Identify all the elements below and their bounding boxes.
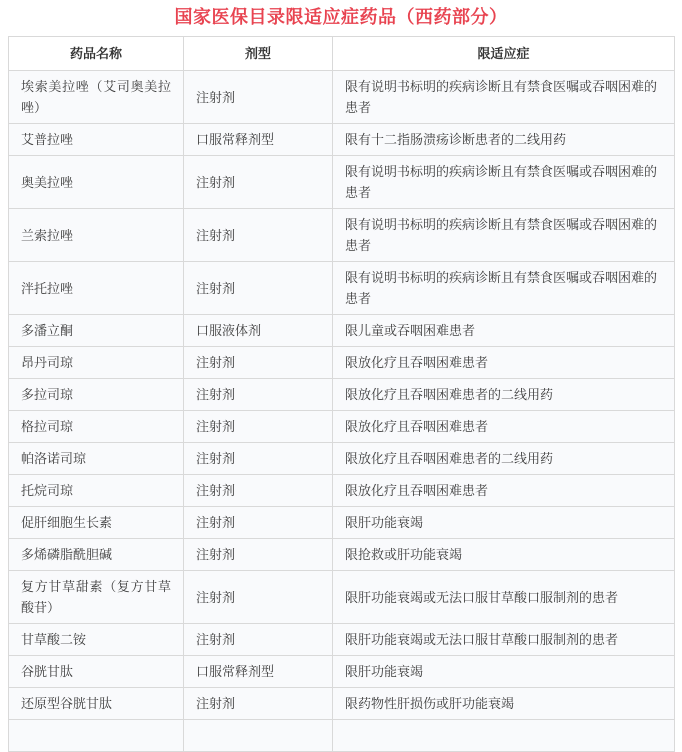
- indication-cell: 限有说明书标明的疾病诊断且有禁食医嘱或吞咽困难的患者: [333, 209, 675, 262]
- table-row: [9, 156, 675, 209]
- indication-cell: 限肝功能衰竭或无法口服甘草酸口服制剂的患者: [333, 571, 675, 624]
- table-row: [9, 688, 675, 720]
- drug-name-cell: 托烷司琼: [9, 475, 184, 507]
- table-body: [9, 71, 675, 752]
- table-row: [9, 656, 675, 688]
- dosage-form-cell: 注射剂: [184, 624, 333, 656]
- dosage-form-cell: 注射剂: [184, 688, 333, 720]
- dosage-form-cell: 注射剂: [184, 71, 333, 124]
- indication-cell: 限放化疗且吞咽困难患者: [333, 475, 675, 507]
- dosage-form-cell: 注射剂: [184, 411, 333, 443]
- drug-name-cell: 艾普拉唑: [9, 124, 184, 156]
- drug-name-cell: 多烯磷脂酰胆碱: [9, 539, 184, 571]
- table-row: [9, 124, 675, 156]
- drug-name-cell: 多拉司琼: [9, 379, 184, 411]
- drug-table: [8, 36, 675, 752]
- indication-cell: [333, 720, 675, 752]
- indication-cell: 限有说明书标明的疾病诊断且有禁食医嘱或吞咽困难的患者: [333, 156, 675, 209]
- dosage-form-cell: [184, 720, 333, 752]
- header-row: [9, 37, 675, 71]
- drug-name-cell: 还原型谷胱甘肽: [9, 688, 184, 720]
- drug-name-cell: 复方甘草甜素（复方甘草酸苷）: [9, 571, 184, 624]
- table-row: [9, 571, 675, 624]
- dosage-form-cell: 注射剂: [184, 379, 333, 411]
- table-row: [9, 315, 675, 347]
- drug-name-cell: 促肝细胞生长素: [9, 507, 184, 539]
- indication-cell: 限有说明书标明的疾病诊断且有禁食医嘱或吞咽困难的患者: [333, 71, 675, 124]
- drug-name-cell: 多潘立酮: [9, 315, 184, 347]
- indication-cell: 限放化疗且吞咽困难患者: [333, 347, 675, 379]
- indication-cell: 限药物性肝损伤或肝功能衰竭: [333, 688, 675, 720]
- drug-name-cell: 谷胱甘肽: [9, 656, 184, 688]
- drug-name-cell: 格拉司琼: [9, 411, 184, 443]
- dosage-form-cell: 注射剂: [184, 209, 333, 262]
- page: [0, 5, 682, 752]
- dosage-form-cell: 注射剂: [184, 262, 333, 315]
- table-row: [9, 209, 675, 262]
- indication-cell: 限抢救或肝功能衰竭: [333, 539, 675, 571]
- drug-name-cell: 甘草酸二铵: [9, 624, 184, 656]
- table-row: [9, 475, 675, 507]
- drug-name-cell: 昂丹司琼: [9, 347, 184, 379]
- indication-cell: 限放化疗且吞咽困难患者: [333, 411, 675, 443]
- drug-name-cell: 奥美拉唑: [9, 156, 184, 209]
- dosage-form-cell: 注射剂: [184, 539, 333, 571]
- dosage-form-cell: 注射剂: [184, 507, 333, 539]
- drug-name-cell: 埃索美拉唑（艾司奥美拉唑）: [9, 71, 184, 124]
- indication-cell: 限肝功能衰竭: [333, 656, 675, 688]
- dosage-form-cell: 注射剂: [184, 443, 333, 475]
- drug-name-cell: 兰索拉唑: [9, 209, 184, 262]
- table-row: [9, 443, 675, 475]
- indication-cell: 限有十二指肠溃疡诊断患者的二线用药: [333, 124, 675, 156]
- indication-cell: 限放化疗且吞咽困难患者的二线用药: [333, 379, 675, 411]
- table-row: [9, 720, 675, 752]
- dosage-form-cell: 注射剂: [184, 475, 333, 507]
- dosage-form-cell: 注射剂: [184, 156, 333, 209]
- dosage-form-cell: 口服常释剂型: [184, 656, 333, 688]
- drug-name-cell: 泮托拉唑: [9, 262, 184, 315]
- header-indication: 限适应症: [333, 37, 675, 71]
- table-row: [9, 624, 675, 656]
- table-row: [9, 507, 675, 539]
- dosage-form-cell: 口服常释剂型: [184, 124, 333, 156]
- drug-name-cell: 帕洛诺司琼: [9, 443, 184, 475]
- table-row: [9, 347, 675, 379]
- indication-cell: 限肝功能衰竭: [333, 507, 675, 539]
- header-dosage-form: 剂型: [184, 37, 333, 71]
- table-row: [9, 411, 675, 443]
- dosage-form-cell: 口服液体剂: [184, 315, 333, 347]
- page-title: 国家医保目录限适应症药品（西药部分）: [174, 7, 508, 27]
- dosage-form-cell: 注射剂: [184, 347, 333, 379]
- dosage-form-cell: 注射剂: [184, 571, 333, 624]
- indication-cell: 限肝功能衰竭或无法口服甘草酸口服制剂的患者: [333, 624, 675, 656]
- header-drug-name: 药品名称: [9, 37, 184, 71]
- drug-name-cell: [9, 720, 184, 752]
- table-row: [9, 71, 675, 124]
- table-row: [9, 262, 675, 315]
- table-row: [9, 379, 675, 411]
- indication-cell: 限有说明书标明的疾病诊断且有禁食医嘱或吞咽困难的患者: [333, 262, 675, 315]
- table-row: [9, 539, 675, 571]
- indication-cell: 限儿童或吞咽困难患者: [333, 315, 675, 347]
- indication-cell: 限放化疗且吞咽困难患者的二线用药: [333, 443, 675, 475]
